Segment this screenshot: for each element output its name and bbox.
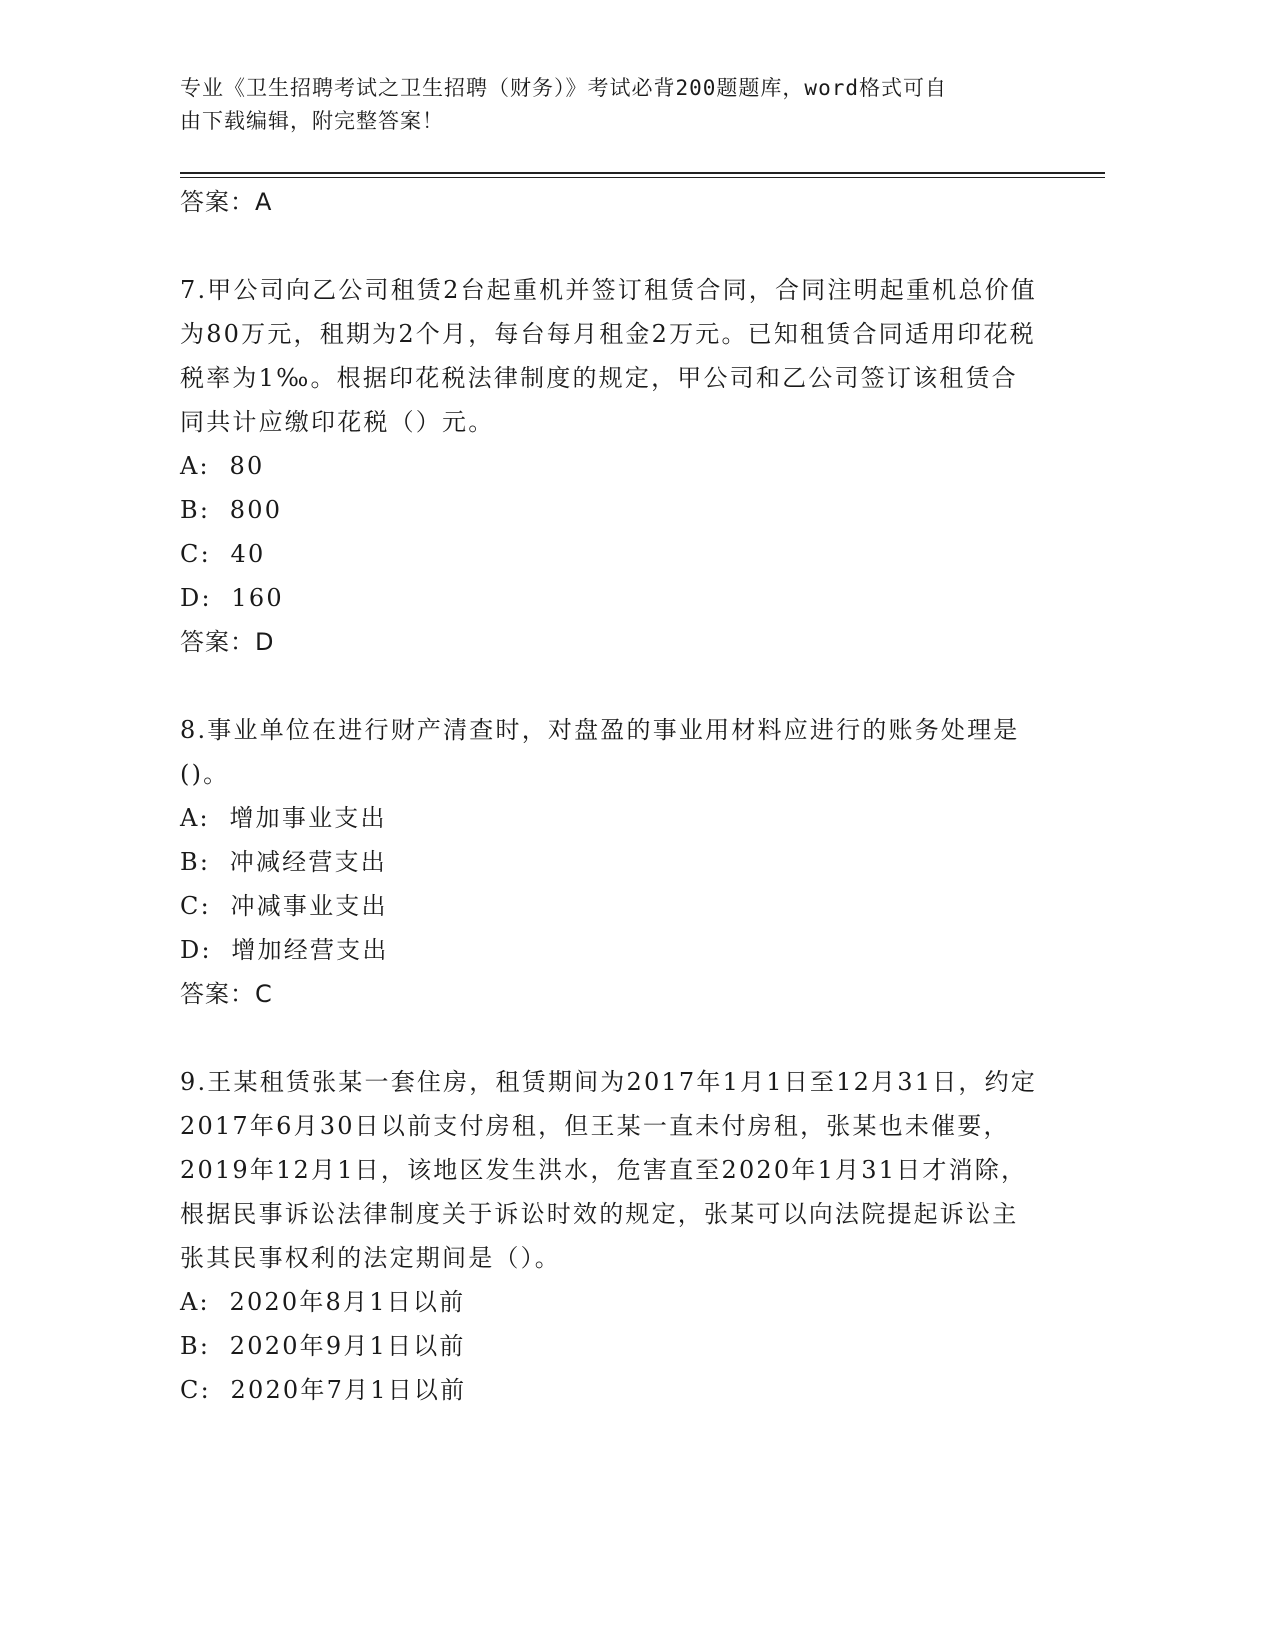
- answer-line: 答案：D: [180, 628, 275, 656]
- option-c: C: 40: [180, 540, 266, 568]
- option-c: C: 冲减事业支出: [180, 892, 388, 920]
- document-header: 专业《卫生招聘考试之卫生招聘（财务）》考试必背200题题库，word格式可自 由下载编辑，附完整答案！: [180, 76, 947, 133]
- option-a: A: 2020年8月1日以前: [180, 1288, 466, 1316]
- question-text: 8.事业单位在进行财产清查时，对盘盈的事业用材料应进行的账务处理是()。: [180, 716, 1020, 788]
- answer-line: 答案：A: [180, 188, 273, 216]
- option-a: A: 80: [180, 452, 265, 480]
- answer-line: 答案：C: [180, 980, 273, 1008]
- option-d: D: 160: [180, 584, 284, 612]
- question-block: [180, 1060, 1040, 1412]
- option-b: B: 800: [180, 496, 283, 524]
- option-d: D: 增加经营支出: [180, 936, 389, 964]
- question-list: [180, 180, 1040, 1412]
- question-text: 7.甲公司向乙公司租赁2台起重机并签订租赁合同，合同注明起重机总价值为80万元，租期为2个月，每台每月租金2万元。已知租赁合同适用印花税税率为1‰。根据印花税法律制度的规定，甲公司和乙公司签订该租赁合同共计应缴印花税（）元。: [180, 276, 1037, 436]
- header-divider-thick: [180, 172, 1105, 174]
- option-b: B: 2020年9月1日以前: [180, 1332, 466, 1360]
- option-a: A: 增加事业支出: [180, 804, 387, 832]
- option-b: B: 冲减经营支出: [180, 848, 387, 876]
- question-block: [180, 708, 1040, 1016]
- question-text: 9.王某租赁张某一套住房，租赁期间为2017年1月1日至12月31日，约定2017年6月30日以前支付房租，但王某一直未付房租，张某也未催要，2019年12月1日，该地区发生洪水，危害直至2020年1月31日才消除，根据民事诉讼法律制度关于诉讼时效的规定，张某可以向法院提起诉讼主张其民事权利的法定期间是（）。: [180, 1068, 1037, 1272]
- option-c: C: 2020年7月1日以前: [180, 1376, 467, 1404]
- header-divider-thin: [180, 177, 1105, 178]
- question-block: [180, 268, 1040, 664]
